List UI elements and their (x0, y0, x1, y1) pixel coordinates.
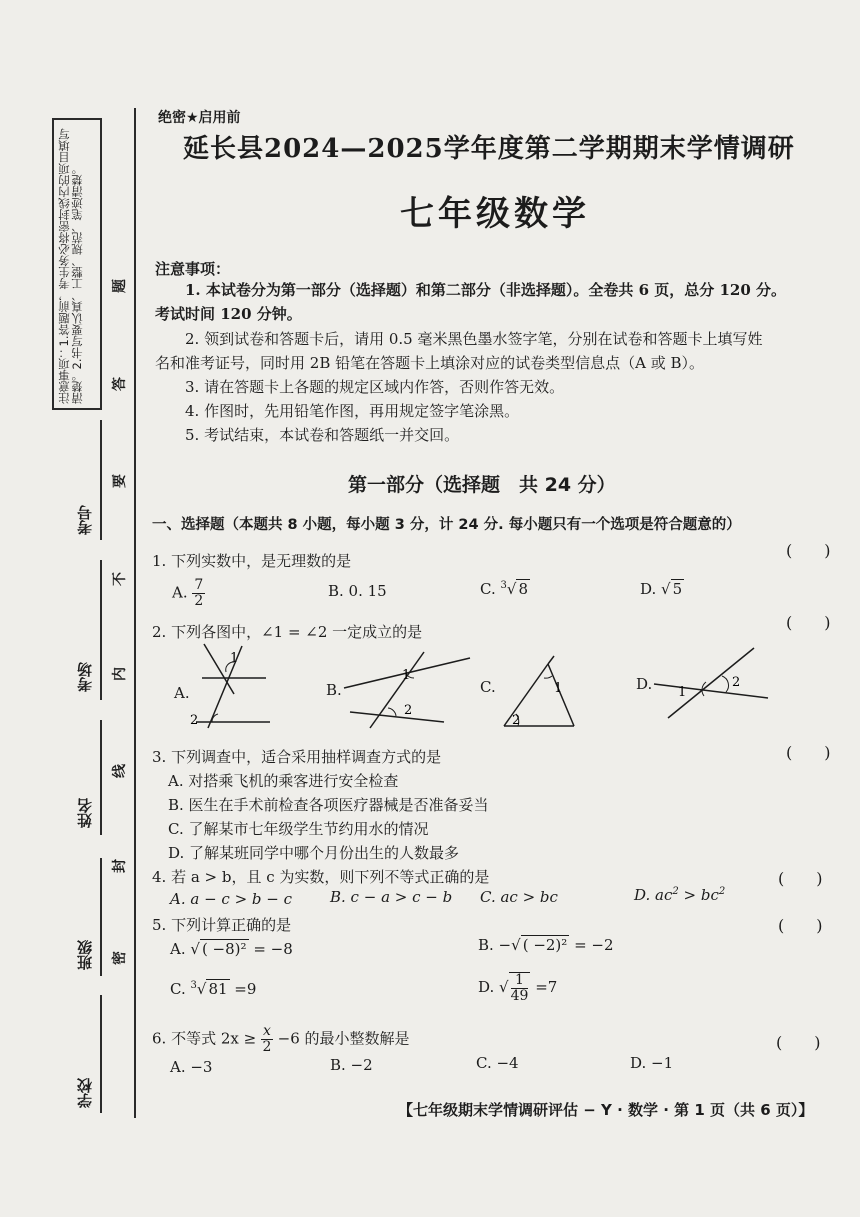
q4-answer-paren[interactable]: ( ) (778, 869, 823, 888)
note-1a: 1. 本试卷分为第一部分（选择题）和第二部分（非选择题）。全卷共 6 页，总分 120 分。 (185, 281, 787, 299)
label-name: 姓名 (76, 798, 94, 828)
seal-char-7: 封 (112, 859, 128, 873)
q5-c-result: =9 (229, 980, 257, 998)
exam-title: 延长县2024—2025学年度第二学期期末学情调研 (183, 134, 795, 164)
q5-d-denominator: 49 (510, 988, 529, 1004)
q2-b-angle2: 2 (404, 703, 413, 718)
q5-c-radicand: 81 (208, 980, 228, 998)
q2-figure-c (494, 654, 594, 730)
q2-a-angle1: 1 (230, 651, 239, 666)
binding-notice-text: 注意事项：1.答题前，考生务必将密封线内的项目填写清楚。2.书写要认真、工整、规范、笔迹清楚。 (57, 128, 84, 404)
q5-d-numerator: 1 (511, 973, 529, 989)
binding-line (134, 108, 136, 1118)
q1-option-a (172, 578, 205, 609)
page-footer: 【七年级期末学情调研评估 − Y · 数学 · 第 1 页（共 6 页）】 (398, 1101, 814, 1119)
q6-option-b: B. −2 (330, 1056, 373, 1074)
seal-char-4: 不 (112, 572, 128, 586)
note-2b: 名和准考证号，同时用 2B 铅笔在答题卡上填涂对应的试卷类型信息点（A 或 B）。 (155, 354, 704, 372)
seal-char-6: 线 (112, 764, 128, 778)
q6-stem-fraction (261, 1024, 273, 1055)
q5-a-prefix: A. (170, 940, 186, 958)
q2-c-angle1: 1 (554, 681, 563, 696)
q2-option-c-label: C. (480, 678, 496, 696)
q2-option-b-label: B. (326, 681, 342, 699)
notes-heading: 注意事项： (155, 260, 231, 278)
q5-option-d: D. √ $\frac{1}{49}$ =7 (478, 972, 558, 1004)
label-class: 班级 (76, 940, 94, 970)
exam-number-line (100, 420, 102, 540)
q1-d-prefix: D. (640, 580, 657, 598)
school-line (100, 995, 102, 1113)
q6-answer-paren[interactable]: ( ) (776, 1033, 821, 1052)
q4-d-exp1: 2 (672, 886, 679, 897)
q5-option-c: C. $^3$√ 81 =9 (170, 980, 257, 998)
q6-stem-pre: 6. 不等式 2x ≥ (152, 1029, 257, 1048)
q1-c-radicand: 8 (518, 580, 528, 598)
q4-option-d (634, 886, 725, 904)
q6-option-a: A. −3 (170, 1058, 213, 1076)
q2-b-angle1: 1 (402, 668, 411, 683)
label-exam-room: 考场 (76, 662, 94, 692)
q1-option-b: B. 0. 15 (328, 582, 387, 600)
q5-stem: 5. 下列计算正确的是 (152, 916, 292, 934)
secret-mark: 绝密★启用前 (158, 110, 241, 126)
q2-figure-d (650, 644, 770, 720)
q2-figure-b (340, 648, 474, 730)
q2-d-angle1: 1 (678, 685, 687, 700)
q3-option-a: A. 对搭乘飞机的乘客进行安全检查 (168, 772, 399, 790)
q3-option-d: D. 了解某班同学中哪个月份出生的人数最多 (168, 844, 460, 862)
q5-b-prefix: B. − (478, 936, 512, 954)
seal-char-8: 密 (112, 951, 128, 965)
q5-option-a: A. √ ( −8)² = −8 (170, 940, 293, 958)
section-title: 第一部分（选择题 共 24 分） (348, 474, 616, 496)
note-2a: 2. 领到试卷和答题卡后，请用 0.5 毫米黑色墨水签字笔，分别在试卷和答题卡上填写姓 (185, 330, 763, 348)
q3-stem: 3. 下列调查中，适合采用抽样调查方式的是 (152, 748, 442, 766)
label-school: 学校 (76, 1078, 94, 1108)
q2-d-angle2: 2 (732, 675, 741, 690)
q2-option-d-label: D. (636, 675, 653, 693)
q1-stem: 1. 下列实数中，是无理数的是 (152, 552, 352, 570)
q1-c-prefix: C. (480, 580, 496, 598)
exam-subject: 七年级数学 (400, 194, 590, 234)
q1-option-c: C. $^3$√ 8 (480, 580, 528, 598)
q5-option-b: B. −√ ( −2)² = −2 (478, 936, 614, 954)
seal-char-1: 题 (112, 279, 128, 293)
q6-stem (152, 1024, 410, 1055)
q1-a-fraction (192, 578, 205, 609)
q1-option-d: D. √ 5 (640, 580, 683, 598)
q1-a-denominator: 2 (194, 593, 204, 609)
q2-option-a-label: A. (174, 684, 190, 702)
q6-stem-denominator: 2 (262, 1039, 272, 1055)
q4-option-a: A. a − c > b − c (170, 890, 293, 908)
q5-c-prefix: C. (170, 980, 186, 998)
q2-answer-paren[interactable]: ( ) (786, 613, 831, 632)
q1-a-numerator: 7 (194, 577, 204, 593)
q3-option-b: B. 医生在手术前检查各项医疗器械是否准备妥当 (168, 796, 489, 814)
note-5: 5. 考试结束，本试卷和答题纸一并交回。 (185, 426, 460, 444)
seal-char-2: 答 (112, 377, 128, 391)
q2-a-angle2: 2 (190, 713, 199, 728)
section-instruction: 一、选择题（本题共 8 小题，每小题 3 分，计 24 分. 每小题只有一个选项是符合题意的） (152, 517, 741, 533)
q5-c-index: 3 (190, 980, 197, 991)
q6-stem-numerator: x (262, 1023, 271, 1039)
q1-c-index: 3 (500, 580, 507, 591)
q3-answer-paren[interactable]: ( ) (786, 743, 831, 762)
q6-option-d: D. −1 (630, 1054, 674, 1072)
note-3: 3. 请在答题卡上各题的规定区域内作答，否则作答无效。 (185, 378, 565, 396)
q5-b-result: = −2 (569, 936, 614, 954)
seal-char-3: 要 (112, 474, 128, 488)
q5-b-radicand: ( −2)² (522, 936, 568, 954)
q5-d-result: =7 (530, 978, 558, 996)
q5-a-result: = −8 (248, 940, 293, 958)
q1-a-prefix: A. (172, 583, 188, 602)
seal-char-5: 内 (112, 667, 128, 681)
class-line (100, 858, 102, 976)
q1-d-radicand: 5 (672, 580, 683, 598)
exam-room-line (100, 560, 102, 700)
name-line (100, 720, 102, 835)
q3-option-c: C. 了解某市七年级学生节约用水的情况 (168, 820, 429, 838)
q4-option-b: B. c − a > c − b (330, 888, 453, 906)
note-4: 4. 作图时，先用铅笔作图，再用规定签字笔涂黑。 (185, 402, 520, 420)
binding-notice-box (52, 118, 102, 410)
q4-stem: 4. 若 a > b，且 c 为实数，则下列不等式正确的是 (152, 868, 490, 886)
q4-d-mid: > bc (678, 886, 719, 904)
q6-stem-post: −6 的最小整数解是 (272, 1029, 410, 1048)
q4-option-c: C. ac > bc (480, 888, 558, 906)
q2-figure-a (186, 642, 276, 730)
q2-c-angle2: 2 (512, 713, 521, 728)
q5-d-fraction (509, 972, 531, 1004)
q5-answer-paren[interactable]: ( ) (778, 916, 823, 935)
note-1b: 考试时间 120 分钟。 (155, 305, 302, 323)
q1-answer-paren[interactable]: ( ) (786, 541, 831, 560)
q5-a-radicand: ( −8)² (201, 940, 247, 958)
q2-stem: 2. 下列各图中，∠1 = ∠2 一定成立的是 (152, 623, 423, 641)
q4-d-prefix: D. ac (634, 886, 673, 904)
label-exam-number: 考号 (76, 505, 94, 535)
q5-d-prefix: D. (478, 978, 495, 996)
q4-d-exp2: 2 (718, 886, 726, 897)
q6-option-c: C. −4 (476, 1054, 519, 1072)
